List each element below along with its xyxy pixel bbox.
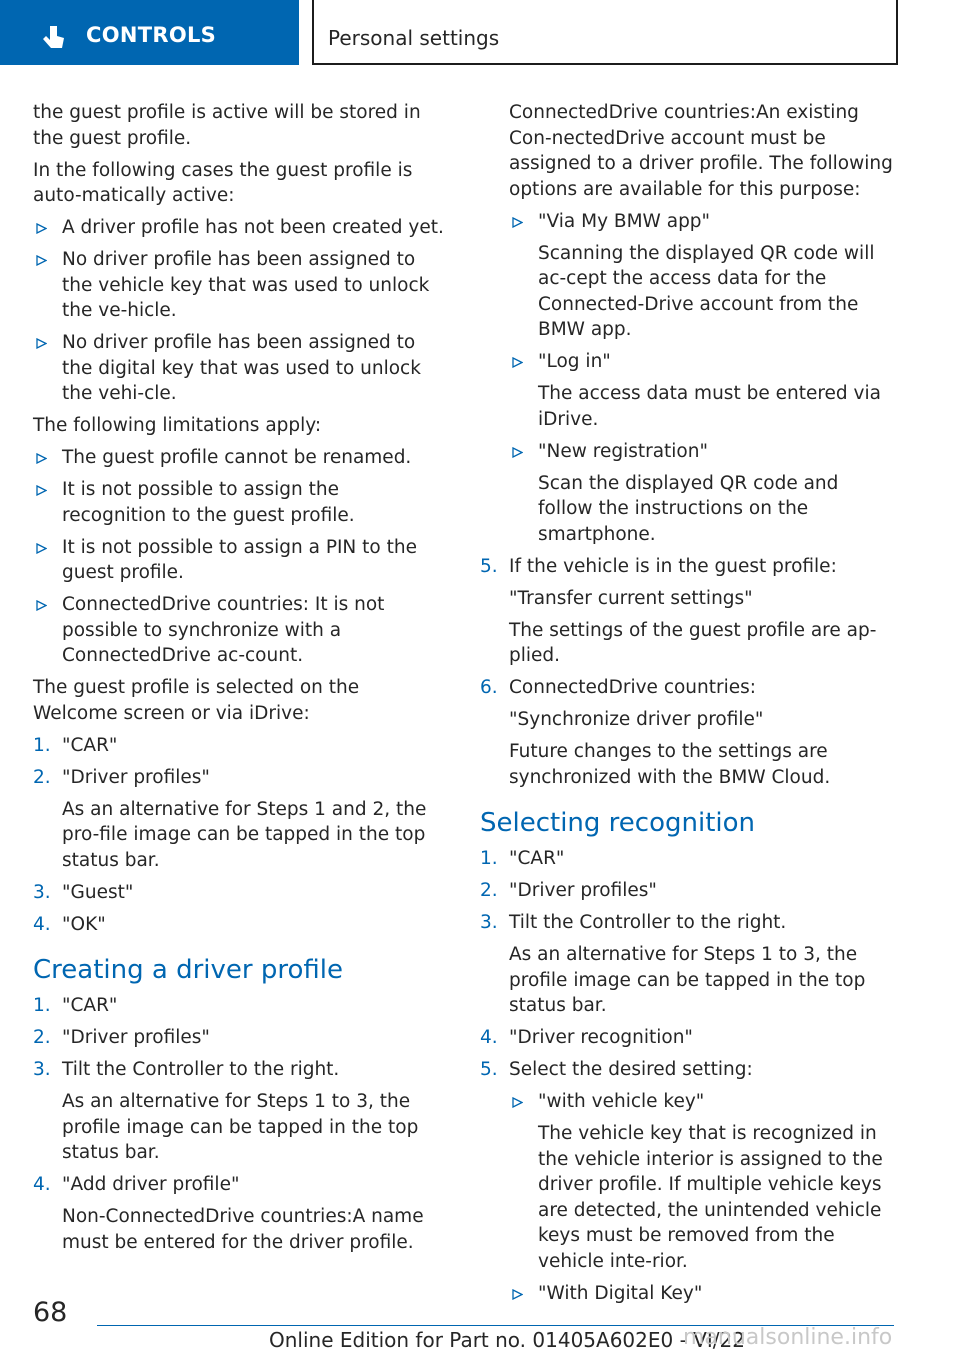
step-text: "OK" [62,913,106,935]
triangle-bullet-icon [36,543,47,554]
step-text: "CAR" [509,848,565,869]
step-note: As an alternative for Steps 1 to 3, the profile image can be tapped in the top status bar. [509,944,866,1016]
section-label: CONTROLS [86,23,217,47]
step-number: 3. [33,881,51,903]
step-note: "Synchronize driver profile" [509,709,764,730]
setting-label: "With Digital Key" [538,1282,703,1304]
numbered-step [33,1057,447,1166]
section-heading: Creating a driver profile [33,955,343,985]
list-item [33,592,447,669]
section-tab [0,0,299,65]
triangle-bullet-icon [512,1289,523,1300]
step-number: 5. [480,555,498,577]
numbered-step [480,846,896,872]
step-note: As an alternative for Steps 1 and 2, the pro-file image can be tapped in the top status bar. [62,798,427,871]
list-item [33,215,447,241]
option-desc: Scanning the displayed QR code will ac-cept the access data for the Connected-Drive account from the BMW app. [538,242,875,340]
step-number: 1. [480,848,498,869]
step-text: "CAR" [62,734,118,756]
list-item [509,1281,896,1307]
pointing-hand-icon [38,24,68,54]
list-item [509,439,896,548]
triangle-bullet-icon [36,453,47,464]
list-item-text: The guest profile cannot be renamed. [62,447,412,468]
right-column [480,100,896,1313]
step-number: 6. [480,677,498,698]
numbered-step [33,765,447,874]
list-item [509,209,896,343]
numbered-step [480,1057,896,1306]
triangle-bullet-icon [512,447,523,458]
list-item [33,535,447,586]
numbered-step [33,993,447,1019]
triangle-bullet-icon [36,255,47,266]
page-number: 68 [33,1297,68,1328]
step-text: "Driver profiles" [62,766,210,788]
numbered-step [33,733,447,759]
continued-step-text [480,100,896,547]
paragraph: The guest profile is selected on the Welcome screen or via iDrive: [33,677,360,724]
paragraph: In the following cases the guest profile is auto-matically active: [33,159,413,206]
step-text: Tilt the Controller to the right. [62,1059,340,1080]
step-number: 1. [33,734,51,756]
step-text: "Driver profiles" [62,1027,210,1048]
step-number: 2. [480,880,498,901]
setting-label: "with vehicle key" [538,1091,705,1112]
triangle-bullet-icon [512,1097,523,1108]
list-item-text: No driver profile has been assigned to the vehicle key that was used to unlock the ve-hicle. [62,249,430,321]
numbered-step [33,912,447,938]
option-label: "Log in" [538,351,611,372]
numbered-step [480,554,896,669]
step-text: "Driver profiles" [509,880,657,901]
step-number: 3. [33,1059,51,1080]
list-item [33,445,447,471]
step-number: 1. [33,995,51,1016]
watermark: manualsonline.info [683,1325,893,1350]
list-item-text: A driver profile has not been created yet. [62,217,444,238]
triangle-bullet-icon [512,357,523,368]
setting-desc: The vehicle key that is recognized in the vehicle interior is assigned to the driver profile. If multiple vehicle keys are detected, the unintended vehicle keys must be removed from the vehicle inte-rior. [538,1123,883,1272]
list-item-text: It is not possible to assign the recognition to the guest profile. [62,479,355,526]
step-number: 5. [480,1059,498,1080]
list-item-text: No driver profile has been assigned to the digital key that was used to unlock the vehi-cle. [62,332,421,404]
list-item [509,1089,896,1274]
section-heading: Selecting recognition [480,808,756,838]
paragraph: ConnectedDrive countries:An existing Con-nectedDrive account must be assigned to a driver profile. The following options are available for this purpose: [509,102,893,200]
step-text: "CAR" [62,995,118,1016]
option-label: "New registration" [538,440,708,462]
step-text: "Driver recognition" [509,1027,693,1048]
step-number: 4. [33,1174,51,1195]
option-desc: Scan the displayed QR code and follow the instructions on the smartphone. [538,472,839,545]
triangle-bullet-icon [512,217,523,228]
left-column [33,100,447,1262]
numbered-step [480,878,896,904]
list-item [33,330,447,407]
step-number: 4. [33,913,51,935]
numbered-step [33,880,447,906]
list-item [509,349,896,432]
step-note: The settings of the guest profile are ap-plied. [509,619,877,666]
numbered-step [480,910,896,1019]
step-note: "Transfer current settings" [509,587,753,609]
triangle-bullet-icon [36,338,47,349]
step-text: Select the desired setting: [509,1059,753,1080]
step-number: 2. [33,1027,51,1048]
step-text: Tilt the Controller to the right. [509,912,787,933]
numbered-step [480,1025,896,1051]
list-item-text: It is not possible to assign a PIN to the guest profile. [62,536,417,583]
page-title-box [312,0,898,65]
step-text: ConnectedDrive countries: [509,677,757,698]
numbered-step [480,675,896,790]
option-desc: The access data must be entered via iDrive. [538,383,881,430]
triangle-bullet-icon [36,223,47,234]
triangle-bullet-icon [36,485,47,496]
paragraph: the guest profile is active will be stored in the guest profile. [33,102,421,149]
step-text: "Add driver profile" [62,1174,240,1195]
list-item-text: ConnectedDrive countries: It is not possible to synchronize with a ConnectedDrive ac-count. [62,594,385,666]
edition-note: Online Edition for Part no. 01405A602E0 - VI/22 [269,1328,745,1352]
step-note: As an alternative for Steps 1 to 3, the profile image can be tapped in the top status bar. [62,1091,419,1163]
list-item [33,247,447,324]
step-number: 3. [480,912,498,933]
option-label: "Via My BMW app" [538,210,711,232]
numbered-step [33,1025,447,1051]
step-note: Non-ConnectedDrive countries:A name must be entered for the driver profile. [62,1206,424,1253]
step-number: 4. [480,1027,498,1048]
numbered-step [33,1172,447,1255]
page-title: Personal settings [328,26,500,50]
step-text: If the vehicle is in the guest profile: [509,555,837,577]
triangle-bullet-icon [36,600,47,611]
step-number: 2. [33,766,51,788]
list-item [33,477,447,528]
paragraph: The following limitations apply: [33,415,322,436]
step-note: Future changes to the settings are synchronized with the BMW Cloud. [509,741,831,788]
step-text: "Guest" [62,881,134,903]
